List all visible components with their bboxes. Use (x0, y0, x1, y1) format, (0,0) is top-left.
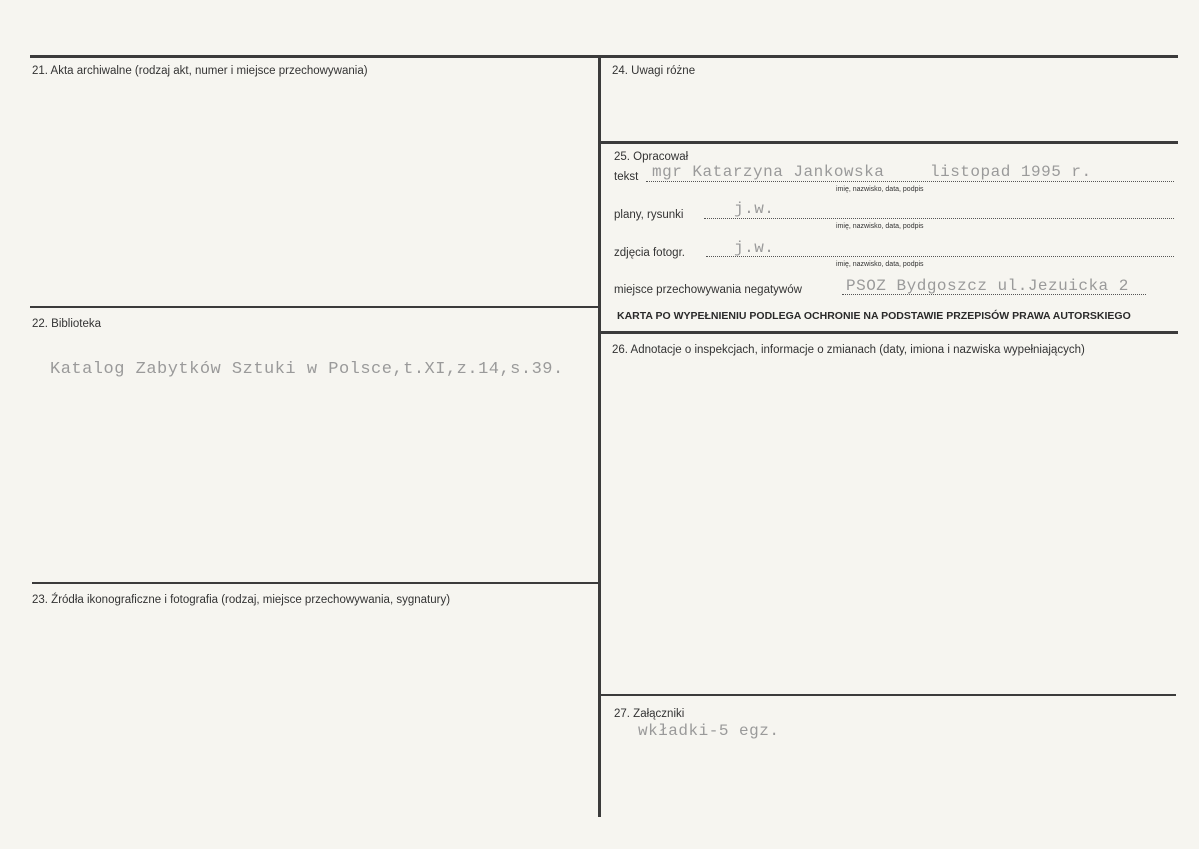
section-22-library-entry: Katalog Zabytków Sztuki w Polsce,t.XI,z.14,s.39. (50, 360, 564, 379)
rule-22-23 (32, 582, 600, 584)
copyright-notice: KARTA PO WYPEŁNIENIU PODLEGA OCHRONIE NA PODSTAWIE PRZEPISÓW PRAWA AUTORSKIEGO (617, 310, 1131, 322)
zdjecia-label: zdjęcia fotogr. (614, 247, 685, 259)
center-divider (598, 57, 601, 817)
top-rule (30, 55, 1178, 58)
section-27-label: 27. Załączniki (614, 708, 685, 720)
zdjecia-caption: imię, nazwisko, data, podpis (836, 261, 924, 268)
negatywy-value: PSOZ Bydgoszcz ul.Jezuicka 2 (846, 277, 1129, 295)
zdjecia-value: j.w. (734, 239, 775, 257)
plany-dotline (704, 218, 1174, 219)
section-27-attachments-value: wkładki-5 egz. (638, 722, 780, 740)
plany-value: j.w. (734, 200, 775, 218)
section-23-label: 23. Źródła ikonograficzne i fotografia (rodzaj, miejsce przechowywania, sygnatury) (32, 594, 451, 606)
rule-25-26 (600, 331, 1178, 334)
section-24-label: 24. Uwagi różne (612, 65, 696, 77)
tekst-dotline (646, 181, 1174, 182)
tekst-label: tekst (614, 171, 639, 183)
section-22-label: 22. Biblioteka (32, 318, 102, 330)
zdjecia-dotline (706, 256, 1174, 257)
section-26-label: 26. Adnotacje o inspekcjach, informacje o zmianach (daty, imiona i nazwiska wypełniających) (612, 344, 1085, 356)
section-25-label: 25. Opracował (614, 151, 689, 163)
negatywy-label: miejsce przechowywania negatywów (614, 284, 802, 296)
section-21-label: 21. Akta archiwalne (rodzaj akt, numer i miejsce przechowywania) (32, 65, 368, 77)
tekst-date-value: listopad 1995 r. (930, 163, 1092, 181)
rule-21-22 (30, 306, 600, 308)
tekst-author-value: mgr Katarzyna Jankowska (652, 163, 885, 181)
plany-caption: imię, nazwisko, data, podpis (836, 223, 924, 230)
tekst-caption: imię, nazwisko, data, podpis (836, 186, 924, 193)
rule-24-25 (600, 141, 1178, 144)
plany-label: plany, rysunki (614, 209, 684, 221)
rule-26-27 (600, 694, 1176, 696)
